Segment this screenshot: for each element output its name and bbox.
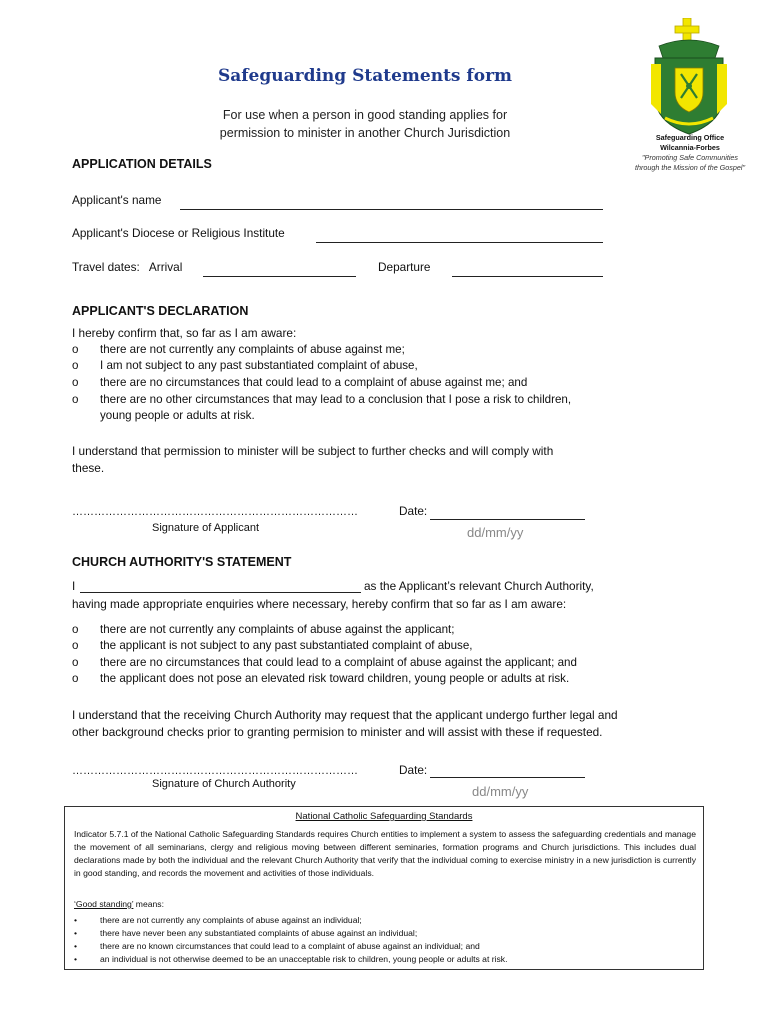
applicant-diocese-field[interactable]	[316, 242, 603, 243]
authority-date-placeholder: dd/mm/yy	[472, 784, 529, 799]
bullet-marker: o	[72, 656, 79, 669]
bullet-marker: •	[74, 954, 78, 964]
bullet-marker: o	[72, 376, 79, 389]
authority-understanding: I understand that the receiving Church Authority may request that the applicant undergo further legal and other background checks prior to granting permision to minister and will assist with these if requested.	[72, 708, 618, 739]
applicant-name-label: Applicant's name	[72, 193, 162, 207]
bullet-marker: o	[72, 343, 79, 356]
departure-label: Departure	[378, 260, 431, 274]
declaration-understanding: I understand that permission to minister will be subject to further checks and will comply with these.	[72, 444, 554, 475]
authority-signature-label: Signature of Church Authority	[152, 778, 296, 790]
bullet-marker: o	[72, 672, 79, 685]
applicant-name-field[interactable]	[180, 209, 603, 210]
applicant-signature-label: Signature of Applicant	[152, 522, 260, 534]
bullet-marker: o	[72, 623, 79, 636]
authority-line2: having made appropriate enquiries where necessary, hereby confirm that so far as I am aware:	[72, 597, 567, 611]
application-details-heading: APPLICATION DETAILS	[72, 157, 212, 171]
church-authority-heading: CHURCH AUTHORITY'S STATEMENT	[72, 555, 292, 569]
authority-signature-field[interactable]: ……………………………………………………………………	[72, 765, 358, 777]
bullet-marker: o	[72, 359, 79, 372]
bullet-marker: •	[74, 928, 78, 938]
declaration-intro: I hereby confirm that, so far as I am aware:	[72, 326, 297, 340]
authority-date-field[interactable]	[430, 777, 585, 778]
authority-date-label: Date:	[399, 763, 428, 777]
authority-i-prefix: I	[72, 579, 76, 593]
applicant-diocese-label: Applicant's Diocese or Religious Institute	[72, 226, 285, 240]
arrival-date-field[interactable]	[203, 276, 356, 277]
applicant-declaration-heading: APPLICANT'S DECLARATION	[72, 304, 249, 318]
arrival-label: Travel dates: Arrival	[72, 260, 183, 274]
authority-line1-suffix: as the Applicant’s relevant Church Authority,	[364, 579, 594, 593]
form-subtitle: For use when a person in good standing applies for permission to minister in another Church Jurisdiction	[219, 108, 511, 140]
form-title: Safeguarding Statements form	[217, 66, 513, 86]
good-standing-label: ‘Good standing’ means:	[74, 899, 164, 909]
standards-title: National Catholic Safeguarding Standards	[295, 811, 473, 822]
authority-name-field[interactable]	[80, 592, 361, 593]
diocese-crest-logo	[645, 18, 733, 136]
bullet-marker: o	[72, 639, 79, 652]
applicant-date-field[interactable]	[430, 519, 585, 520]
bullet-marker: •	[74, 915, 78, 925]
safeguarding-office-caption: Safeguarding Office Wilcannia-Forbes "Promoting Safe Communities through the Mission of the Gospel"	[634, 133, 746, 172]
bullet-marker: o	[72, 393, 79, 406]
applicant-signature-field[interactable]: ……………………………………………………………………	[72, 506, 358, 518]
departure-date-field[interactable]	[452, 276, 603, 277]
applicant-date-placeholder: dd/mm/yy	[467, 525, 524, 540]
applicant-date-label: Date:	[399, 504, 428, 518]
standards-paragraph: Indicator 5.7.1 of the National Catholic Safeguarding Standards requires Church entities to implement a system to assess the safeguarding credentials and manage the movement of all seminarians, clergy and religious moving between different seminaries, formation programs and Church jurisdictions. This includes dual declarations made by both the individual and the relevant Church Authority that verify that the individual coming to exercise ministry in a new jurisdiction is currently in good standing, and records the movement and activities of those individuals.	[74, 829, 696, 879]
bullet-marker: •	[74, 941, 78, 951]
